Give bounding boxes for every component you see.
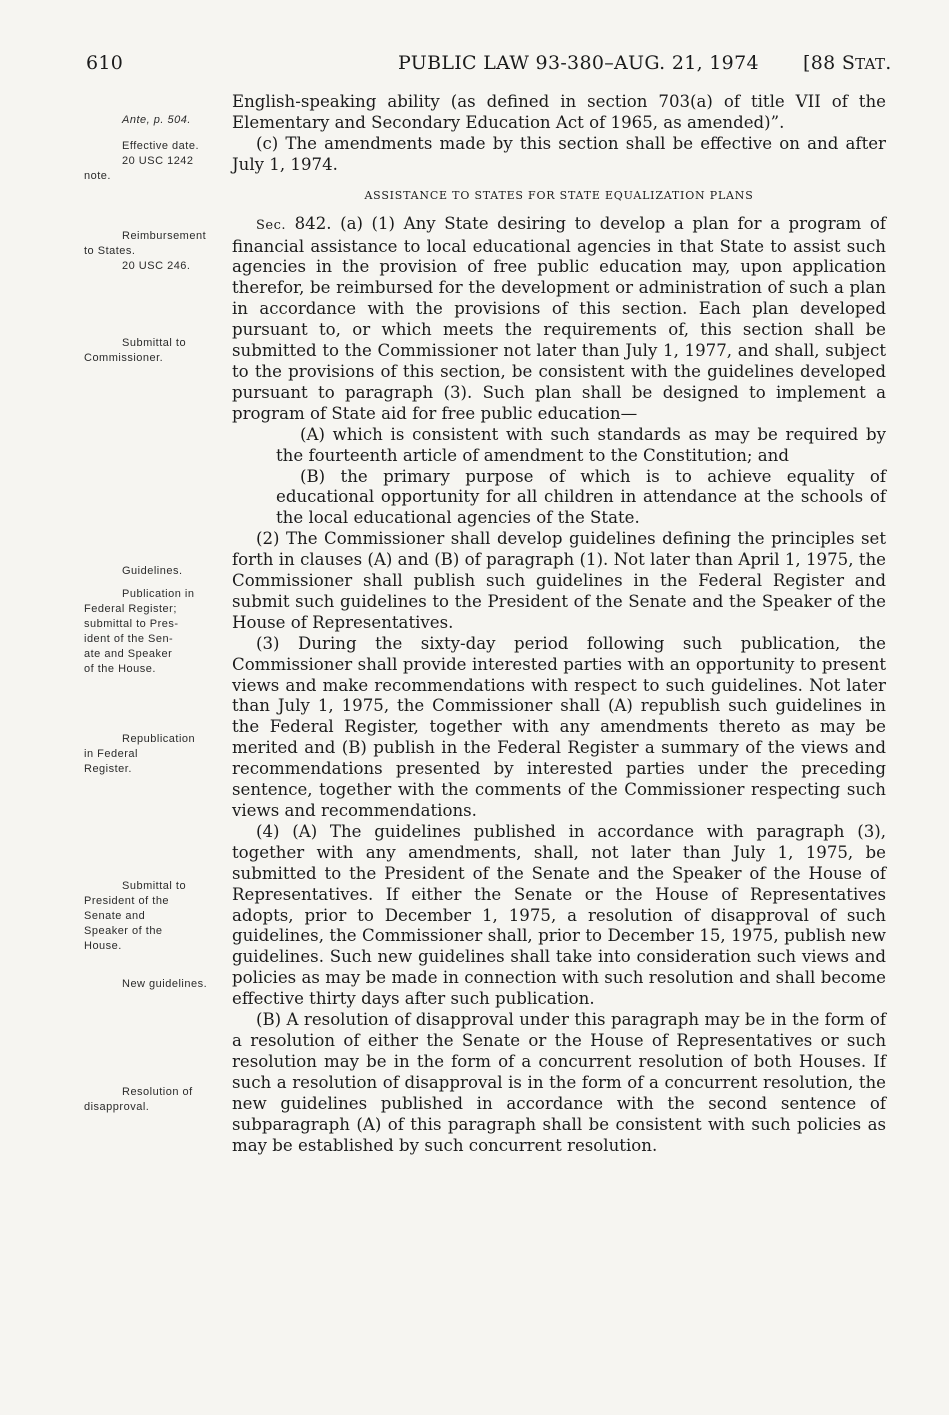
margin-note-reimbursement: Reimbursement to States. 20 USC 246. bbox=[84, 230, 207, 272]
paragraph-c: (c) The amendments made by this section shall be effective on and after July 1, 1974. bbox=[232, 133, 886, 174]
section-heading: ASSISTANCE TO STATES FOR STATE EQUALIZATION PLANS bbox=[364, 188, 754, 202]
paragraph-4a: (4) (A) The guidelines published in accordance with paragraph (3), together with any amendments, shall, not later than July 1, 1975, be submitted to the President of the Senate and the Speaker of the House of Representatives. If either the Senate or the House of Representatives adopts, prior to December 1, 1975, a resolution of disapproval of such guidelines, the Commissioner shall, prior to December 15, 1975, publish new guidelines. Such new guidelines shall take into consideration such views and policies as may be made in connection with such resolution and shall become effective thirty days after such publication. bbox=[232, 821, 886, 1009]
paragraph-continuation: English-speaking ability (as defined in section 703(a) of title VII of the Elementary and Secondary Education Act of 1965, as amended)”. bbox=[232, 92, 886, 132]
margin-note-new-guidelines: New guidelines. bbox=[122, 978, 208, 990]
margin-note-resolution: Resolution of disapproval. bbox=[84, 1086, 193, 1113]
margin-note-effective-date: Effective date. 20 USC 1242 note. bbox=[84, 140, 200, 182]
body-text bbox=[232, 92, 886, 1156]
paragraph-3: (3) During the sixty-day period following such publication, the Commissioner shall provide interested parties with an opportunity to present views and make recommendations with respect to such guidelines. Not later than July 1, 1975, the Commissioner shall (A) republish such guidelines in the Federal Register, together with any amendments thereto as may be merited and (B) publish in the Federal Register a summary of the views and recommendations presented by interested parties under the preceding sentence, together with the comments of the Commissioner respecting such views and recommendations. bbox=[232, 633, 886, 820]
margin-note-submittal-commissioner: Submittal to Commissioner. bbox=[84, 337, 187, 364]
statute-reference: [88 STAT. bbox=[803, 52, 892, 74]
paragraph-2: (2) The Commissioner shall develop guidelines defining the principles set forth in clauses (A) and (B) of paragraph (1). Not later than April 1, 1975, the Commissioner shall publish such guidelines in the Federal Register and submit such guidelines to the President of the Senate and the Speaker of the House of Representatives. bbox=[232, 529, 886, 632]
margin-note-submittal-president: Submittal to President of the Senate and Speaker of the House. bbox=[84, 880, 187, 952]
margin-note-republication: Republication in Federal Register. bbox=[84, 733, 196, 775]
page-header bbox=[0, 52, 949, 82]
section-842-a-1: Sec. 842. (a) (1) Any State desiring to develop a plan for a program of financial assistance to local educational agencies in that State to assist such agencies in the provision of free public education may, upon application therefor, be reimbursed for the development or administration of such a plan in accordance with the provisions of this section. Each plan developed pursuant to, or which meets the requirements of, this section shall be submitted to the Commissioner not later than July 1, 1977, and shall, subject to the provisions of this section, be consistent with the guidelines developed pursuant to paragraph (3). Such plan shall be designed to implement a program of State aid for free public education— bbox=[232, 213, 886, 423]
clause-a: (A) which is consistent with such standards as may be required by the fourteenth article of amendment to the Constitution; and bbox=[276, 424, 886, 465]
margin-note-ante: Ante, p. 504. bbox=[122, 114, 191, 126]
page-number: 610 bbox=[86, 52, 124, 74]
paragraph-4b: (B) A resolution of disapproval under this paragraph may be in the form of a resolution of either the Senate or the House of Representatives or such resolution may be in the form of a concurrent resolution of both Houses. If such a resolution of disapproval is in the form of a concurrent resolution, the new guidelines published in accordance with the second sentence of subparagraph (A) of this paragraph shall be consistent with such policies as may be established by such concurrent resolution. bbox=[232, 1010, 886, 1155]
clause-b: (B) the primary purpose of which is to achieve equality of educational opportunity for all children in attendance at the schools of the local educational agencies of the State. bbox=[276, 466, 886, 528]
margin-note-publication: Publication in Federal Register; submittal to Pres- ident of the Sen- ate and Speaker of the House. bbox=[84, 588, 195, 675]
running-title: PUBLIC LAW 93-380–AUG. 21, 1974 bbox=[398, 52, 759, 74]
margin-note-guidelines: Guidelines. bbox=[122, 565, 183, 577]
